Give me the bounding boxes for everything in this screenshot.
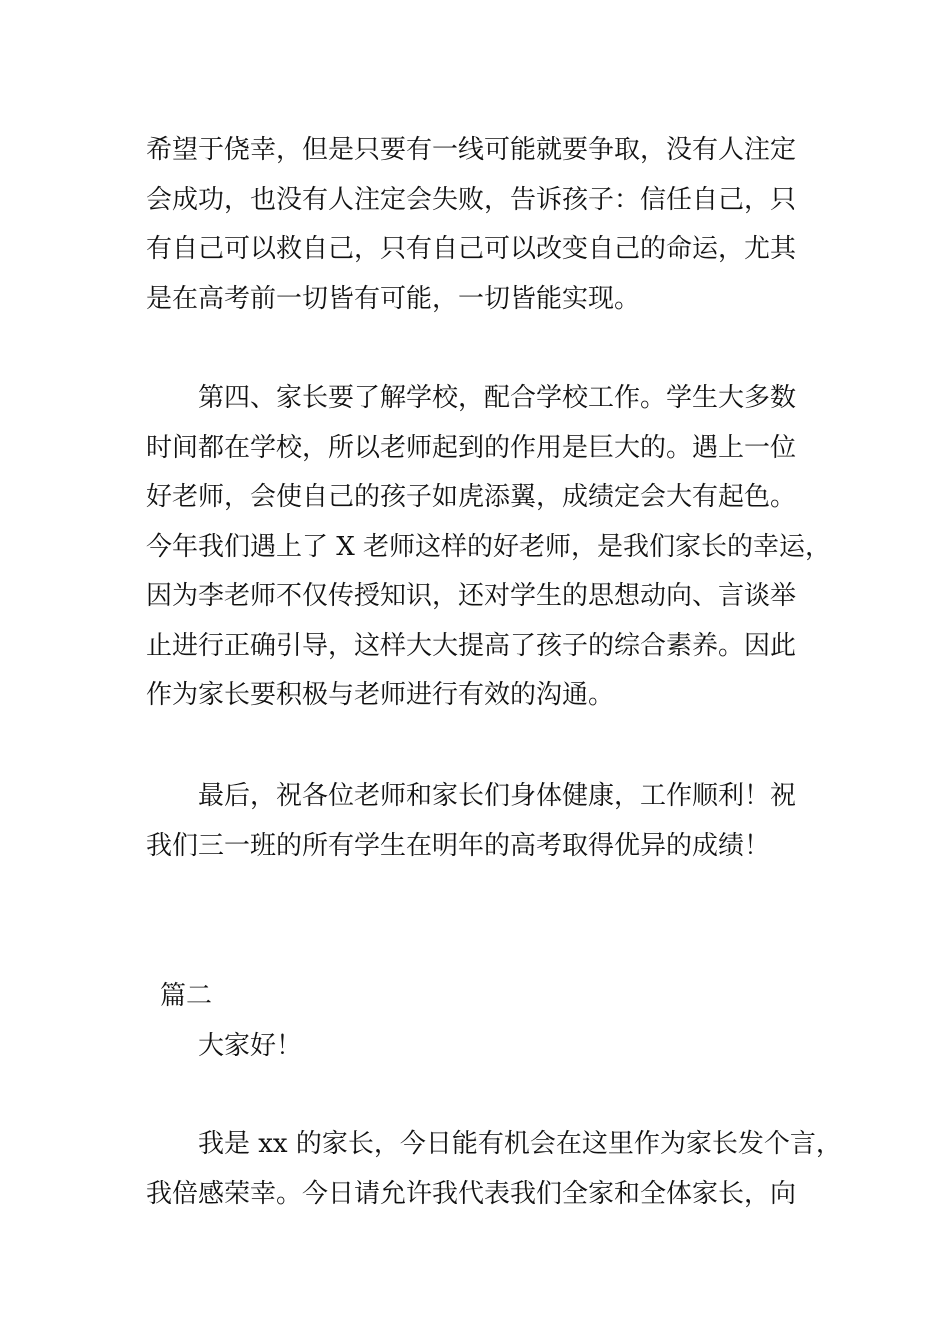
text-line: 我倍感荣幸。今日请允许我代表我们全家和全体家长，向 [146, 1178, 797, 1209]
text-line: 会成功，也没有人注定会失败，告诉孩子：信任自己，只 [146, 184, 797, 215]
text-line: 最后，祝各位老师和家长们身体健康，工作顺利！祝 [198, 781, 797, 811]
text-line: 今年我们遇上了 X 老师这样的好老师，是我们家长的幸运， [146, 531, 832, 562]
paragraph-fourth-point [146, 374, 832, 721]
text-line: 因为李老师不仅传授知识，还对学生的思想动向、言谈举 [146, 581, 797, 611]
text-line: 有自己可以救自己，只有自己可以改变自己的命运，尤其 [146, 234, 797, 264]
greeting-line: 大家好！ [198, 1031, 303, 1061]
text-line: 作为家长要积极与老师进行有效的沟通。 [146, 680, 615, 710]
text-line: 是在高考前一切皆有可能，一切皆能实现。 [146, 283, 641, 314]
text-line: 止进行正确引导，这样大大提高了孩子的综合素养。因此 [146, 630, 797, 661]
text-line: 第四、家长要了解学校，配合学校工作。学生大多数 [198, 383, 797, 413]
paragraph-hope [146, 126, 826, 324]
section-heading: 篇二 [160, 981, 213, 1011]
paragraph-introduction [146, 1120, 842, 1219]
text-line: 我们三一班的所有学生在明年的高考取得优异的成绩！ [146, 830, 771, 861]
text-line: 希望于侥幸，但是只要有一线可能就要争取，没有人注定 [146, 135, 797, 165]
text-line: 我是 xx 的家长，今日能有机会在这里作为家长发个言， [198, 1129, 842, 1159]
paragraph-closing-wishes [146, 772, 826, 871]
text-line: 好老师，会使自己的孩子如虎添翼，成绩定会大有起色。 [146, 482, 797, 512]
text-line: 时间都在学校，所以老师起到的作用是巨大的。遇上一位 [146, 432, 797, 463]
